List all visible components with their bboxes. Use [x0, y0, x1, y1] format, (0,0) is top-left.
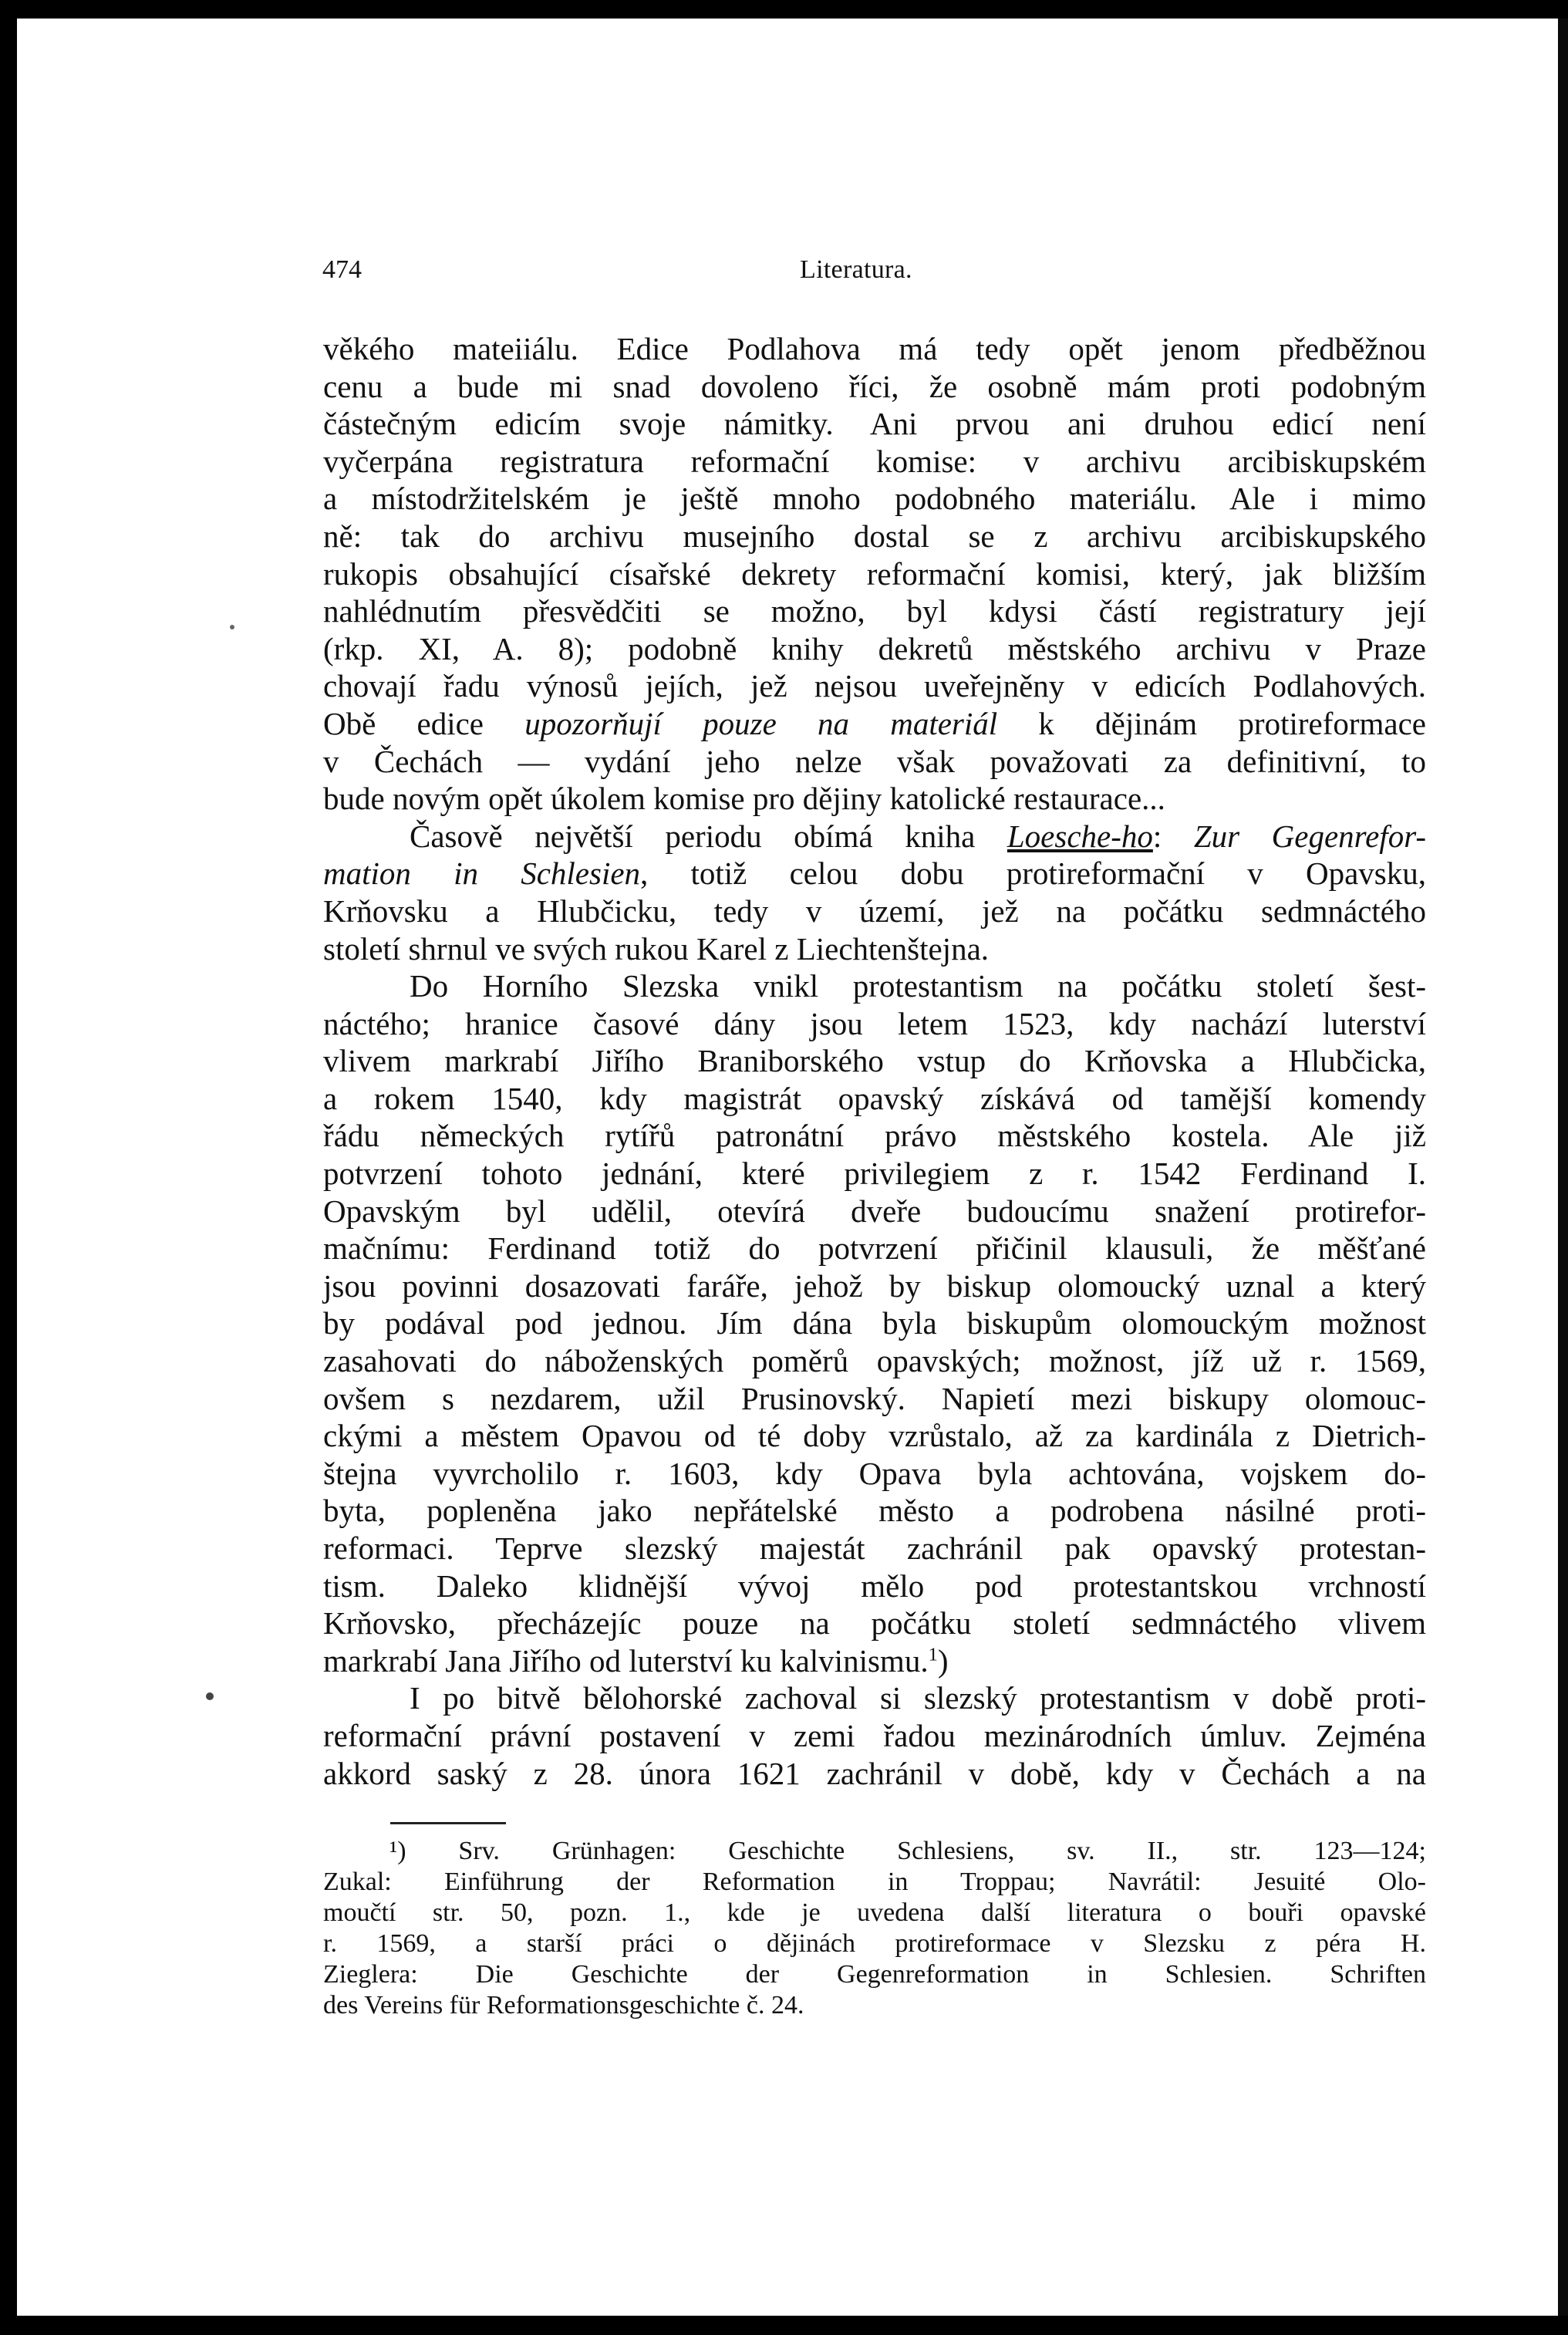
footnote-line: Zieglera: Die Geschichte der Gegenreformation in Schlesien. Schriften [323, 1960, 1426, 1989]
footnote-line: moučtí str. 50, pozn. 1., kde je uvedena další literatura o bouři opavské [323, 1898, 1426, 1927]
footnotes [323, 1836, 1426, 2021]
margin-speck [230, 625, 234, 629]
page-number: 474 [322, 255, 362, 284]
text-line: v Čechách — vydání jeho nelze však považovati za definitivní, to [323, 743, 1426, 779]
text-run: Obě edice [323, 705, 525, 741]
text-line: tism. Daleko klidnější vývoj mělo pod protestantskou vrchností [323, 1567, 1426, 1604]
footnote-divider [390, 1822, 506, 1824]
margin-dot [206, 1692, 214, 1700]
text-run: ) [937, 1642, 949, 1679]
text-line [323, 818, 1426, 855]
text-line: chovají řadu výnosů jejích, jež nejsou uveřejněny v edicích Podlahových. [323, 668, 1426, 704]
text-line: potvrzení tohoto jednání, které privilegiem z r. 1542 Ferdinand I. [323, 1156, 1426, 1192]
book-title: mation in Schlesien [323, 855, 641, 892]
text-line: rukopis obsahující císařské dekrety reformační komisi, který, jak bližším [323, 555, 1426, 592]
text-run: : [1152, 818, 1194, 854]
text-line [323, 855, 1426, 892]
text-line: (rkp. XI, A. 8); podobně knihy dekretů městského archivu v Praze [323, 630, 1426, 666]
author-name: Loesche-ho [1007, 818, 1153, 854]
text-line: století shrnul ve svých rukou Karel z Liechtenštejna. [323, 930, 990, 967]
book-page [17, 19, 1558, 2316]
text-line: Krňovsko, přecházejíc pouze na počátku století sedmnáctého vlivem [323, 1605, 1426, 1642]
text-line: částečným edicím svoje námitky. Ani prvou ani druhou edicí není [323, 406, 1426, 442]
text-line [323, 1642, 1426, 1680]
text-line: zasahovati do náboženských poměrů opavských; možnost, jíž už r. 1569, [323, 1343, 1426, 1379]
text-line: Opavským byl udělil, otevírá dveře budoucímu snažení protirefor- [323, 1193, 1426, 1229]
text-line: by podával pod jednou. Jím dána byla biskupům olomouckým možnost [323, 1305, 1426, 1341]
text-line: byta, popleněna jako nepřátelské město a podrobena násilné proti- [323, 1493, 1426, 1529]
text-line: ckými a městem Opavou od té doby vzrůstalo, až za kardinála z Dietrich- [323, 1418, 1426, 1454]
text-line: ně: tak do archivu musejního dostal se z archivu arcibiskupského [323, 518, 1426, 554]
text-line: vlivem markrabí Jiřího Braniborského vstup do Krňovska a Hlubčicka, [323, 1043, 1426, 1079]
text-line: Krňovsku a Hlubčicku, tedy v území, jež na počátku sedmnáctého [323, 892, 1426, 929]
text-run: k dějinám protireformace [997, 705, 1426, 741]
footnote-line: Zukal: Einführung der Reformation in Troppau; Navrátil: Jesuité Olo- [323, 1868, 1426, 1896]
text-run: , totiž celou dobu protireformační v Opavsku, [640, 855, 1426, 892]
text-line: Do Horního Slezska vnikl protestantism na počátku století šest- [410, 968, 1426, 1004]
text-line: akkord saský z 28. února 1621 zachránil v době, kdy v Čechách a na [323, 1755, 1426, 1791]
text-line: reformaci. Teprve slezský majestát zachránil pak opavský protestan- [323, 1530, 1426, 1566]
text-line: štejna vyvrcholilo r. 1603, kdy Opava byla achtována, vojskem do- [323, 1455, 1426, 1491]
italic-phrase: upozorňují pouze na materiál [524, 705, 998, 741]
text-line [323, 705, 1426, 743]
scan-edge [1558, 19, 1568, 2316]
text-line: řádu německých rytířů patronátní právo městského kostela. Ale již [323, 1118, 1426, 1154]
text-line: náctého; hranice časové dány jsou letem 1523, kdy nachází luterství [323, 1005, 1426, 1041]
text-run: markrabí Jana Jiřího od luterství ku kalvinismu. [323, 1642, 929, 1679]
text-line: cenu a bude mi snad dovoleno říci, že osobně mám proti podobným [323, 368, 1426, 404]
text-line: reformační právní postavení v zemi řadou mezinárodních úmluv. Zejména [323, 1717, 1426, 1753]
running-title: Literatura. [800, 255, 912, 284]
footnote-line: ¹) Srv. Grünhagen: Geschichte Schlesiens, sv. II., str. 123—124; [389, 1837, 1426, 1865]
text-line: jsou povinni dosazovati faráře, jehož by biskup olomoucký uznal a který [323, 1267, 1426, 1304]
footnote-line: des Vereins für Reformationsgeschichte č. 24. [323, 1991, 804, 2020]
body-text [323, 330, 1426, 1792]
text-line: bude novým opět úkolem komise pro dějiny katolické restaurace... [323, 781, 1165, 817]
page-header [17, 255, 1558, 294]
text-line: nahlédnutím přesvědčiti se možno, byl kdysi částí registratury její [323, 593, 1426, 629]
text-line: věkého mateiiálu. Edice Podlahova má tedy opět jenom předběžnou [323, 331, 1426, 366]
text-line: mačnímu: Ferdinand totiž do potvrzení přičinil klausuli, že měšťané [323, 1230, 1426, 1267]
footnote-line: r. 1569, a starší práci o dějinách protireformace v Slezsku z péra H. [323, 1929, 1426, 1958]
footnote-ref: 1 [928, 1644, 938, 1665]
text-line: vyčerpána registratura reformační komise: v archivu arcibiskupském [323, 443, 1426, 479]
text-line: a rokem 1540, kdy magistrát opavský získává od tamější komendy [323, 1080, 1426, 1116]
text-line: a místodržitelském je ještě mnoho podobného materiálu. Ale i mimo [323, 481, 1426, 517]
book-title: Zur Gegenrefor- [1193, 818, 1426, 854]
text-line: ovšem s nezdarem, užil Prusinovský. Napietí mezi biskupy olomouc- [323, 1380, 1426, 1416]
text-run: Časově největší periodu obímá kniha [410, 818, 1007, 854]
text-line: I po bitvě bělohorské zachoval si slezský protestantism v době proti- [410, 1680, 1426, 1716]
